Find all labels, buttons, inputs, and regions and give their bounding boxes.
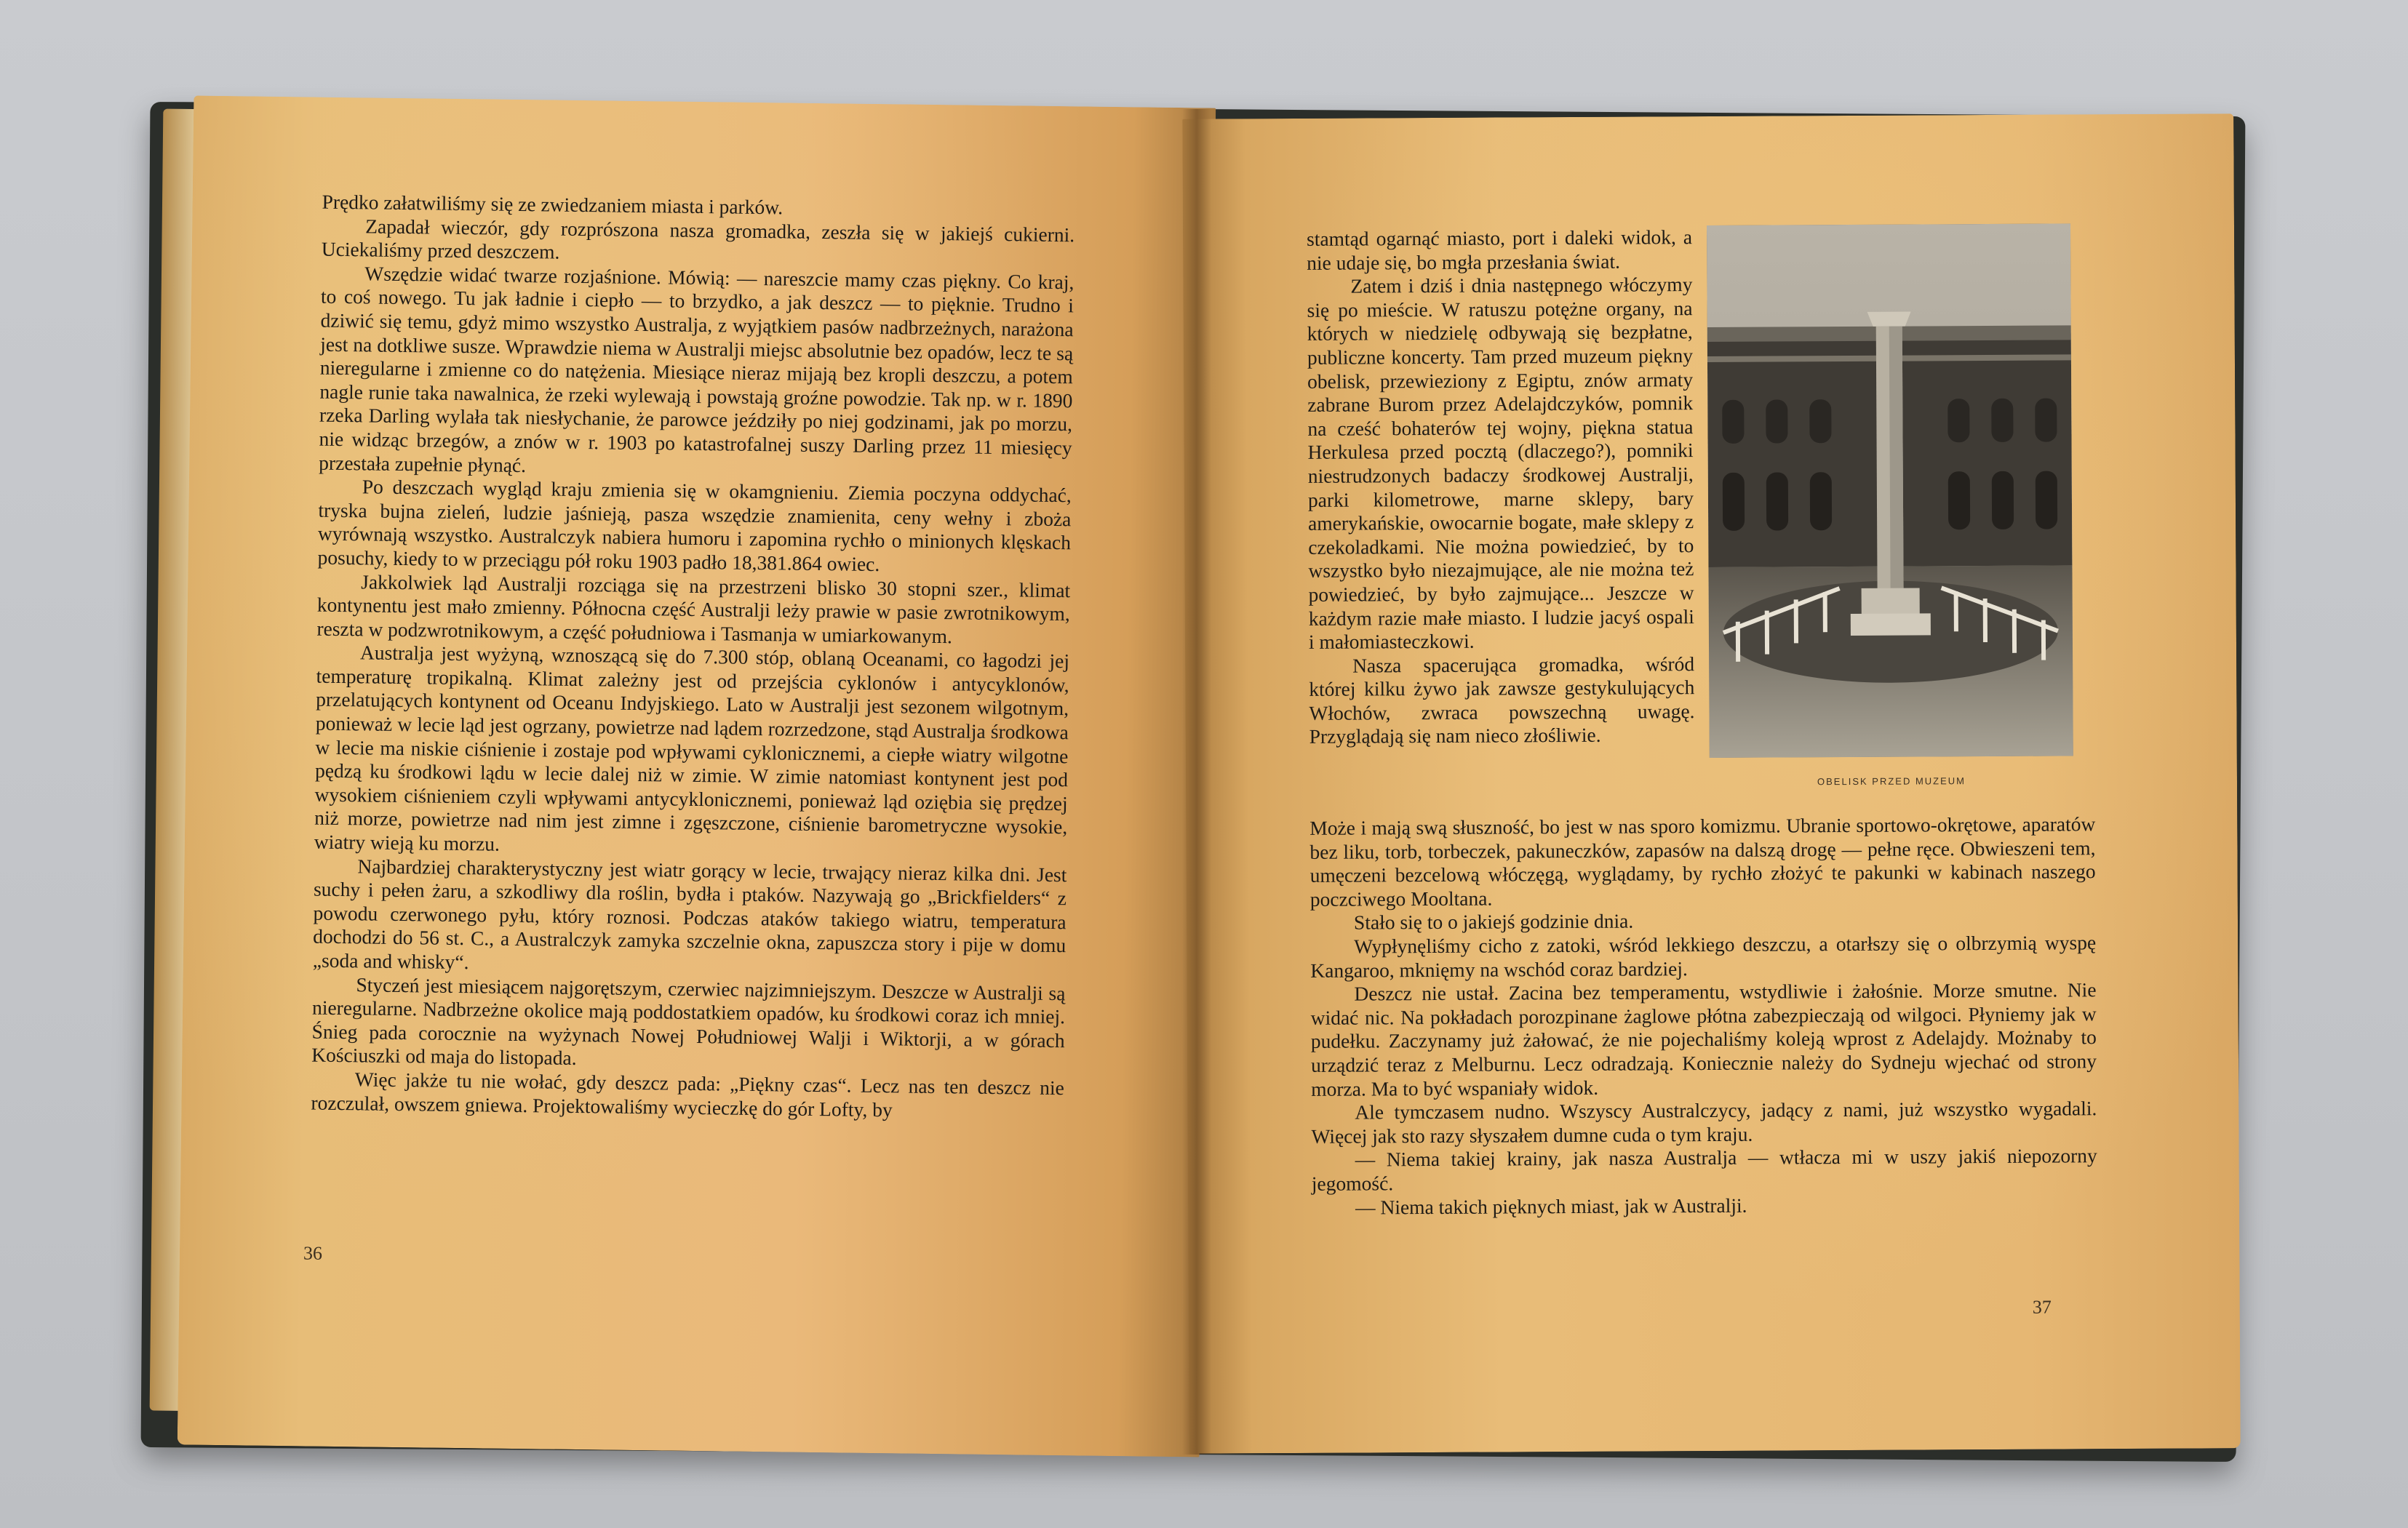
paragraph: Może i mają swą słuszność, bo jest w nas sporo komizmu. Ubranie sportowo-okrętowe, aparatów bez liku, torb, torbeczek, pakuneczków, zapasów na dalszą drogę — pełne ręce. Obwieszeni tem, umęczeni bezcelową włóczęgą, wyglądamy, by rychło złożyć te pakunki w kabinach naszego poczciwego Mooltana.: [1309, 812, 2096, 911]
right-page-text: [1309, 812, 2097, 1220]
right-page: [1182, 113, 2241, 1454]
left-page: [178, 95, 1216, 1457]
paragraph: Nasza spacerująca gromadka, wśród której kilku żywo jak zawsze gestykulujących Włochów, zwraca powszechną uwagę. Przyglądają się nam nieco złośliwie.: [1309, 652, 1695, 748]
paragraph: Stało się to o jakiejś godzinie dnia.: [1353, 909, 1634, 934]
paragraph: Po deszczach wygląd kraju zmienia się w okamgnieniu. Ziemia poczyna oddychać, tryska bujna zieleń, ludzie jaśnieją, pasza wszędzie znamienita, ceny wełny i zboża wyrównają wszystko. Australczyk nabiera humoru i zapomina rychło o minionych klęskach posuchy, kiedy to w przeciągu pół roku 1903 padło 18,381.864 owiec.: [317, 475, 1072, 575]
paragraph: Zatem i dziś i dnia następnego włóczymy się po mieście. W ratuszu potężne organy, na których w niedzielę odbywają się bezpłatne, publiczne koncerty. Tam przed muzeum piękny obelisk, przewieziony z Egiptu, znów armaty zabrane Burom przez Adelajdczyków, pomnik na cześć bohaterów tej wojny, piękna statua Herkulesa przed pocztą (dlaczego?), pomniki niestrudzonych badaczy środkowej Australji, parki kilometrowe, marne sklepy, bary amerykańskie, owocarnie bogate, małe sklepy z czekoladkami. Nie można powiedzieć, by to wszystko było niezajmujące, ale nie można też powiedzieć, by było zajmujące... Jeszcze w każdym razie małe miasto. I ludzie jacyś ospali i małomiasteczkowi.: [1307, 273, 1694, 653]
paragraph: Deszcz nie ustał. Zacina bez temperamentu, wstydliwie i żałośnie. Morze smutne. Nie widać nic. Na pokładach porozpinane żaglowe płótna zabezpieczają od wilgoci. Płyniemy jak w pudełku. Zaczynamy już żałować, że nie pojechaliśmy koleją wprost z Adelajdy. Możnaby to urządzić teraz z Melburnu. Lecz odradzają. Koniecznie należy do Sydneju wjechać od strony morza. Ma to być wspaniały widok.: [1310, 978, 2097, 1100]
left-page-text: [311, 191, 1075, 1124]
paragraph: stamtąd ogarnąć miasto, port i daleki widok, a nie udaje się, bo mgła przesłania świat.: [1306, 225, 1693, 274]
paragraph: Ale tymczasem nudno. Wszyscy Australczycy, jadący z nami, już wszystko wygadali. Więcej jak sto razy słyszałem dumne cuda o tym kraju.: [1311, 1097, 2097, 1148]
paragraph: — Niema takich pięknych miast, jak w Australji.: [1355, 1193, 1747, 1219]
right-page-text-column: [1307, 225, 1695, 749]
paragraph: Zapadał wieczór, gdy rozprószona nasza gromadka, zeszła się w jakiejś cukierni. Uciekaliśmy przed deszczem.: [321, 214, 1075, 263]
paragraph: Prędko załatwiliśmy się ze zwiedzaniem miasta i parków.: [322, 190, 784, 219]
paragraph: Styczeń jest miesiącem najgorętszym, czerwiec najzimniejszym. Deszcze w Australji są nieregularne. Nadbrzeżne okolice mają poddostatkiem opadów, ku środkowi coraz ich mniej. Śnieg pada corocznie na wyżynach Nowej Południowej Walji i Wiktorji, a w górach Kościuszki od maja do listopada.: [311, 972, 1066, 1070]
paragraph: Wypłynęliśmy cicho z zatoki, wśród lekkiego deszczu, a otarłszy się o olbrzymią wyspę Kangaroo, mknięmy na wschód coraz bardziej.: [1310, 931, 2097, 982]
paragraph: — Niema takiej krainy, jak nasza Australja — wtłacza mi w uszy jakiś niepozorny jegomość.: [1311, 1144, 2097, 1195]
page-number: 36: [303, 1242, 323, 1264]
page-number: 37: [2032, 1296, 2052, 1318]
paragraph: Australja jest wyżyną, wznoszącą się do 7.300 stóp, oblaną Oceanami, co łagodzi jej temperaturę tropikalną. Klimat zależny jest od przejścia cyklonów i antycyklonów, przelatujących kontynent od Oceanu Indyjskiego. Lato w Australji jest sezonem wilgotnym, ponieważ w lecie ląd jest ogrzany, powietrze nad lądem rozrzedzone, stąd Australja środkowa w lecie ma niskie ciśnienie i zostaje pod wpływami cyklonicznemi, a ciepłe wiatry wilgotne pędzą ku środkowi lądu w lecie dalej niż w zimie. W zimie natomiast kontynent jest pod wysokiem ciśnieniem czyli wpływami antycyklonicznemi, ponieważ ląd oziębia się prędzej niż morze, powietrze nad nim jest zimne i zgęszczone, ciśnienie barometryczne wysokie, wiatry wieją ku morzu.: [314, 641, 1070, 855]
paragraph: Wszędzie widać twarze rozjaśnione. Mówią: — nareszcie mamy czas piękny. Co kraj, to coś nowego. Tu jak ładnie i ciepło — to brzydko, a jak deszcz — to pięknie. Trudno i dziwić się temu, gdyż mimo wszystko Australja, z wyjątkiem pasów nadbrzeżnych, narażona jest na dotkliwe susze. Wprawdzie niema w Australji miejsc absolutnie bez opadów, lecz te są nieregularne i zmienne co do natężenia. Miesiące nieraz mijają bez kropli deszczu, a potem nagle runie taka nawalnica, że rzeki wylewają i powstają groźne powodzie. Tak np. w r. 1890 rzeka Darling wylała tak niesłychanie, że parowce jeździły po niej godzinami, jak po morzu, nie widząc brzegów, a znów w r. 1903 po katastrofalnej suszy Darling przez 11 miesięcy przestała zupełnie płynąć.: [319, 262, 1075, 476]
obelisk-photo: [1707, 223, 2073, 758]
paragraph: Najbardziej charakterystyczny jest wiatr gorący w lecie, trwający nieraz kilka dni. Jest suchy i pełen żaru, a szkodliwy dla roślin, bydła i ptaków. Nazywają go „Brickfielders“ z powodu czerwonego pyłu, który roznosi. Podczas ataków takiego wiatru, temperatura dochodzi do 56 st. C., a Australczyk zamyka szczelnie okna, zapuszcza story i pije w domu „soda and whisky“.: [312, 854, 1067, 974]
paragraph: Jakkolwiek ląd Australji rozciąga się na przestrzeni blisko 30 stopni szer., klimat kontynentu jest mało zmienny. Północna część Australji leży prawie w pasie zwrotnikowym, reszta w podzwrotnikowym, a część południowa i Tasmanja w umiarkowanym.: [316, 569, 1071, 647]
paragraph: Więc jakże tu nie wołać, gdy deszcz pada: „Piękny czas“. Lecz nas ten deszcz nie rozczulał, owszem gniewa. Projektowaliśmy wycieczkę do gór Lofty, by: [311, 1068, 1064, 1121]
photo-caption: OBELISK PRZED MUZEUM: [1817, 775, 1966, 788]
book-gutter: [1182, 109, 1211, 1455]
